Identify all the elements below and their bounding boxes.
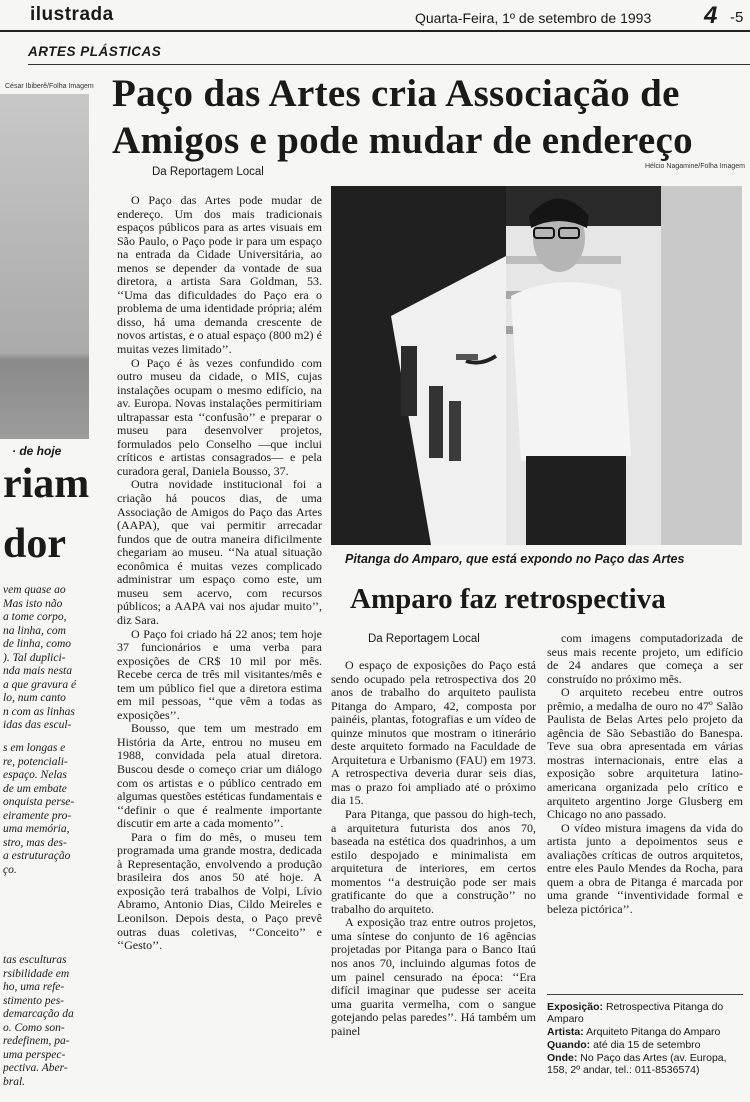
infobox-artista: Artista: Arquiteto Pitanga do Amparo — [547, 1026, 721, 1038]
text-line: re, potenciali- — [3, 755, 68, 768]
paragraph: O espaço de exposições do Paço está sendo ocupado pela retrospectiva dos 20 anos de trabalho do arquiteto paulista Pitanga do Amparo, 42, composta por painéis, plantas, fotografias e um vídeo de quinze minutos que mostram o itinerário deste arquiteto formado na Faculdade de Arquitetura e Urbanismo (FAU) em 1973. A retrospectiva deveria durar seis dias, mas o prazo foi ampliado até o próximo dia 15. — [331, 658, 536, 808]
paragraph: O Paço foi criado há 22 anos; tem hoje 37 funcionários e uma verba para exposições de CR$ 10 mil por mês. Recebe cerca de três mil visitantes/mês e tem um público fiel que a diretora estima em mil pessoas, ‘‘que vêm a todas as exposições’’. — [117, 626, 322, 722]
paragraph: com imagens computadorizada de seus mais recente projeto, um edifício de 24 andares que começa a ser construído no próximo mês. — [547, 631, 743, 686]
text-line: nda mais nesta — [3, 665, 72, 677]
text-line: de um embate — [3, 782, 67, 795]
article2-headline: Amparo faz retrospectiva — [350, 583, 666, 615]
exhibition-infobox — [547, 994, 743, 1077]
page-suffix: -5 — [730, 9, 744, 26]
paragraph: O arquiteto recebeu entre outros prêmio, a medalha de ouro no 47º Salão Paulista de Belas Artes pelo projeto da agência de São Sebastião do Banespa. Teve sua obra apresentada em várias mostras internacionais, entre elas a exposição sobre arquitetura latino-americana organizada pelo crítico e arquiteto argentino Jorge Glusberg em Chicago no ano passado. — [547, 685, 743, 822]
text-line: idas das escul- — [3, 719, 72, 731]
left-photo-caption: · de hoje — [12, 444, 62, 458]
text-line: na linha, com — [3, 624, 66, 637]
infobox-onde: Onde: No Paço das Artes (av. Europa, 158, 2º andar, tel.: 011-8536574) — [547, 1052, 727, 1076]
text-line: uma perspec- — [3, 1048, 66, 1061]
article2-byline: Da Reportagem Local — [368, 633, 480, 645]
paragraph: Para o fim do mês, o museu tem programada uma grande mostra, dedicada à Representação, envolvendo a produção brasileira dos anos 50 até hoje. A exposição terá trabalhos de Volpi, Lívio Abramo, Antonio Dias, Cildo Meireles e Leonilson. Depois desta, o Paço prevê outras duas coletivas, ‘‘Conceito’’ e ‘‘Gesto’’. — [117, 829, 322, 953]
text-line: lo, num canto — [3, 692, 66, 704]
infobox-exposicao: Exposição: Retrospectiva Pitanga do Amparo — [547, 1001, 724, 1025]
paragraph: O Paço é às vezes confundido com outro museu da cidade, o MIS, cujas instalações ocupam o mesmo edifício, na av. Europa. Novas instalações permitiriam ultrapassar esta ‘‘confusão’’ e preparar o museu para desenvolver projetos, formulados pelo Conselho —que inclui críticos e artistas consagrados— e pela curadora geral, Daniela Bousso, 37. — [117, 355, 322, 478]
photo-illustration — [331, 186, 742, 545]
publication-date: Quarta-Feira, 1º de setembro de 1993 — [415, 10, 652, 26]
paragraph: O vídeo mistura imagens da vida do artista junto a depoimentos seus e avaliações críticas de outros arquitetos, entre eles Paulo Mendes da Rocha, para quem a obra de Pitanga é marcada por uma grande ‘‘inventividade formal e beleza pictórica’’. — [547, 820, 743, 916]
text-line: ). Tal duplici- — [3, 651, 66, 664]
header-rule — [0, 30, 750, 32]
text-line: a estruturação — [3, 850, 71, 862]
infobox-quando: Quando: até dia 15 de setembro — [547, 1039, 701, 1051]
text-line: Mas isto não — [3, 597, 63, 610]
left-text-block3 — [3, 954, 97, 1089]
section-name: ilustrada — [30, 4, 114, 25]
text-line: n com as linhas — [3, 705, 75, 718]
article1-byline: Da Reportagem Local — [152, 166, 264, 178]
left-caption-text: de hoje — [19, 444, 62, 458]
text-line: redefinem, pa- — [3, 1035, 70, 1047]
paragraph: O Paço das Artes pode mudar de endereço. Um dos mais tradicionais espaços públicos para as artes visuais em São Paulo, o Paço pode ir para um espaço na entrada da Cidade Universitária, ao menos se depender da vontade de sua diretora, a artista Sara Goldman, 53. ‘‘Uma das dificuldades do Paço era o problema de uma identidade própria; além disso, há uma demanda crescente de novos artistas, e o atual espaço (800 m2) é muitas vezes limitado’’. — [117, 193, 322, 357]
paragraph: Bousso, que tem um mestrado em História da Arte, entrou no museu em 1988, convidada pela atual diretora. Buscou desde o começo criar um diálogo com os artistas e o público centrado em algumas questões estéticas fundamentais e ‘‘definir o que é realmente importante discutir em arte a cada momento’’. — [117, 721, 322, 831]
article1-body — [117, 194, 322, 953]
text-line: de linha, como — [3, 638, 72, 650]
text-line: vem quase ao — [3, 584, 66, 596]
text-line: uma memória, — [3, 823, 70, 835]
text-line: onquista perse- — [3, 796, 75, 808]
paragraph: A exposição traz entre outros projetos, uma síntese do conjunto de 16 agências projetadas por Pitanga para o Banco Itaú nos anos 70, incluindo algumas fotos de um painel censurado na época: ‘‘Era difícil imaginar que pudesse ser aceita uma guarita vermelha, com o sangue gotejando pelas paredes’’. Há também um painel — [331, 915, 536, 1038]
text-line: a que gravura é — [3, 678, 77, 691]
text-line: ho, uma refe- — [3, 981, 65, 993]
left-photo — [0, 94, 89, 439]
text-line: demarcação da — [3, 1008, 74, 1020]
left-text-block2 — [3, 742, 97, 877]
text-line: espaço. Nelas — [3, 769, 67, 781]
left-text-block1 — [3, 584, 97, 733]
main-headline: Paço das Artes cria Associação de Amigos e pode mudar de endereço — [112, 72, 693, 162]
text-line: pectiva. Aber- — [3, 1062, 68, 1074]
text-line: stimento pes- — [3, 994, 65, 1007]
left-photo-credit: César Ibiberê/Folha Imagem — [5, 83, 94, 90]
text-line: bral. — [3, 1075, 26, 1088]
text-line: stro, mas des- — [3, 836, 67, 849]
article2-col2 — [547, 632, 743, 916]
page-number: 4 — [704, 2, 718, 29]
paragraph: Para Pitanga, que passou do high-tech, a arquitetura futurista dos anos 70, baseada na estética dos quadrinhos, a um estilo despojado e minimalista em arquitetura de interiores, em certos momentos ‘‘a destruição pode ser mais gratificante do que a construção’’ no trabalho do arquiteto. — [331, 807, 536, 916]
left-headline-line1: riam — [3, 461, 90, 507]
text-line: o. Como son- — [3, 1021, 65, 1034]
main-photo — [331, 186, 742, 545]
article2-col1 — [331, 659, 536, 1038]
text-line: a tome corpo, — [3, 611, 67, 623]
text-line: s em longas e — [3, 742, 66, 754]
left-headline-line2: dor — [3, 521, 66, 567]
section-rule — [28, 64, 750, 65]
photo-caption: Pitanga do Amparo, que está expondo no Paço das Artes — [345, 552, 685, 566]
paragraph: Outra novidade institucional foi a criação há poucos dias, de uma Associação de Amigos do Paço das Artes (AAPA), que vai permitir arrecadar fundos que de outra maneira dificilmente chegariam ao museu. ‘‘Na atual situação econômica é muitas vezes complicado administrar um espaço como este, um museu sem acervo, com recursos públicos; a AAPA vai nos ajudar muito’’, diz Sara. — [117, 477, 322, 627]
text-line: rsibilidade em — [3, 967, 70, 980]
text-line: tas esculturas — [3, 954, 67, 966]
section-label: ARTES PLÁSTICAS — [28, 44, 162, 59]
text-line: ço. — [3, 863, 17, 876]
main-photo-credit: Hélcio Nagamine/Folha Imagem — [645, 163, 745, 170]
text-line: eiramente pro- — [3, 809, 72, 822]
